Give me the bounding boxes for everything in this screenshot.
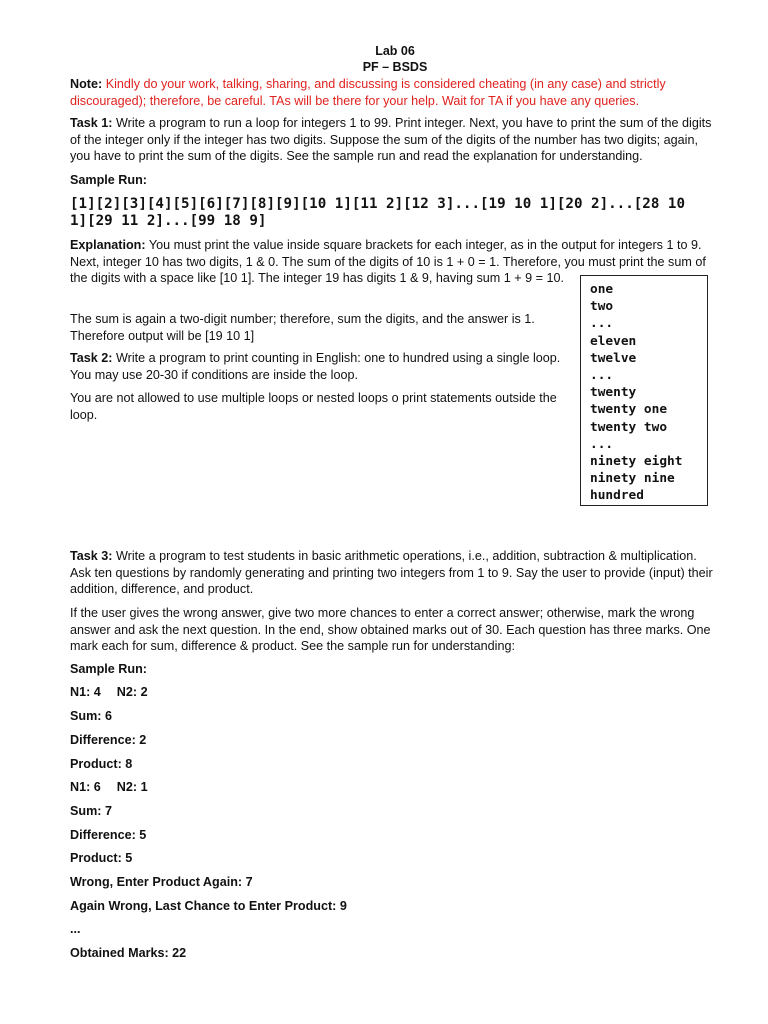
- task3-text: Write a program to test students in basic arithmetic operations, i.e., addition, subtraction & multiplication. Ask ten questions by randomly generating and printing two integers from 1 to 9. Say the user to provide (input) their addition, difference, and product.: [70, 549, 713, 596]
- box-line: hundred: [590, 488, 644, 504]
- run-line: N1: 6 N2: 1: [70, 780, 148, 794]
- box-line: one: [590, 282, 614, 297]
- task1-sample-output: [1][2][3][4][5][6][7][8][9][10 1][11 2][12 3]...[19 10 1][20 2]...[28 10 1][29 11 2]...[99 18 9]: [70, 196, 685, 229]
- task3-label: Task 3:: [70, 549, 113, 563]
- task3-paragraph-2: If the user gives the wrong answer, give two more chances to enter a correct answer; otherwise, mark the wrong answer and ask the next question. In the end, show obtained marks out of 30. Each question has three marks. One mark each for sum, difference & product. See the sample run for understanding:: [70, 606, 711, 653]
- box-line: ninety nine: [590, 471, 675, 487]
- run-line: N1: 4 N2: 2: [70, 685, 148, 699]
- box-line: twenty: [590, 385, 637, 401]
- task3-paragraph: [70, 548, 720, 598]
- run-line: Sum: 7: [70, 804, 112, 818]
- note-label: Note:: [70, 77, 103, 91]
- task2-paragraph-2: You are not allowed to use multiple loops or nested loops o print statements outside the loop.: [70, 391, 557, 422]
- run-line: Difference: 2: [70, 733, 147, 747]
- run-line: Difference: 5: [70, 828, 147, 842]
- run-line: Again Wrong, Last Chance to Enter Product: 9: [70, 899, 347, 913]
- task1-label: Task 1:: [70, 116, 113, 130]
- explanation-paragraph-2: The sum is again a two-digit number; therefore, sum the digits, and the answer is 1. Therefore output will be [19 10 1]: [70, 312, 535, 343]
- box-line: ...: [590, 436, 614, 452]
- box-line: ...: [590, 368, 614, 384]
- explanation-text: You must print the value inside square brackets for each integer, as in the output for integers 1 to 9. Next, integer 10 has two digits, 1 & 0. The sum of the digits of 10 is 1 + 0 = 1. Therefore, you must print the sum of the digits with a space like [10 1]. The integer 19 has digits 1 & 9, having sum 1 + 9 = 10.: [70, 238, 706, 285]
- task1-paragraph: [70, 115, 715, 165]
- course-subtitle: PF – BSDS: [362, 60, 428, 74]
- task2-label: Task 2:: [70, 351, 113, 365]
- box-line: two: [590, 299, 614, 315]
- box-line: twenty one: [590, 402, 668, 418]
- run-line: Sum: 6: [70, 709, 112, 723]
- explanation-label: Explanation:: [70, 238, 146, 252]
- task2-text: Write a program to print counting in English: one to hundred using a single loop. You may use 20-30 if conditions are inside the loop.: [70, 351, 561, 382]
- note-text: Kindly do your work, talking, sharing, and discussing is considered cheating (in any case) and strictly discouraged); therefore, be careful. TAs will be there for your help. Wait for TA if you have any queries.: [70, 77, 666, 108]
- lab-title: Lab 06: [375, 44, 415, 58]
- counting-sample-box: [580, 275, 708, 506]
- task3-sample-heading: Sample Run:: [70, 662, 147, 676]
- run-line: Product: 8: [70, 757, 133, 771]
- run-line: Wrong, Enter Product Again: 7: [70, 875, 253, 889]
- note-paragraph: [70, 76, 710, 109]
- run-line: Product: 5: [70, 851, 133, 865]
- task1-sample-heading: Sample Run:: [70, 173, 147, 187]
- run-line: ...: [70, 922, 81, 936]
- box-line: ninety eight: [590, 454, 683, 470]
- box-line: ...: [590, 316, 614, 332]
- box-line: twenty two: [590, 419, 668, 435]
- obtained-marks-line: Obtained Marks: 22: [70, 946, 187, 960]
- task1-text: Write a program to run a loop for integers 1 to 99. Print integer. Next, you have to print the sum of the digits of the integer only if the integer has two digits. Suppose the sum of the digits of the number has two digits; again, you have to print the sum of the digits. See the sample run and read the explanation for understanding.: [70, 116, 712, 163]
- box-line: eleven: [590, 333, 637, 349]
- box-line: twelve: [590, 350, 637, 366]
- task2-paragraph: [70, 350, 575, 383]
